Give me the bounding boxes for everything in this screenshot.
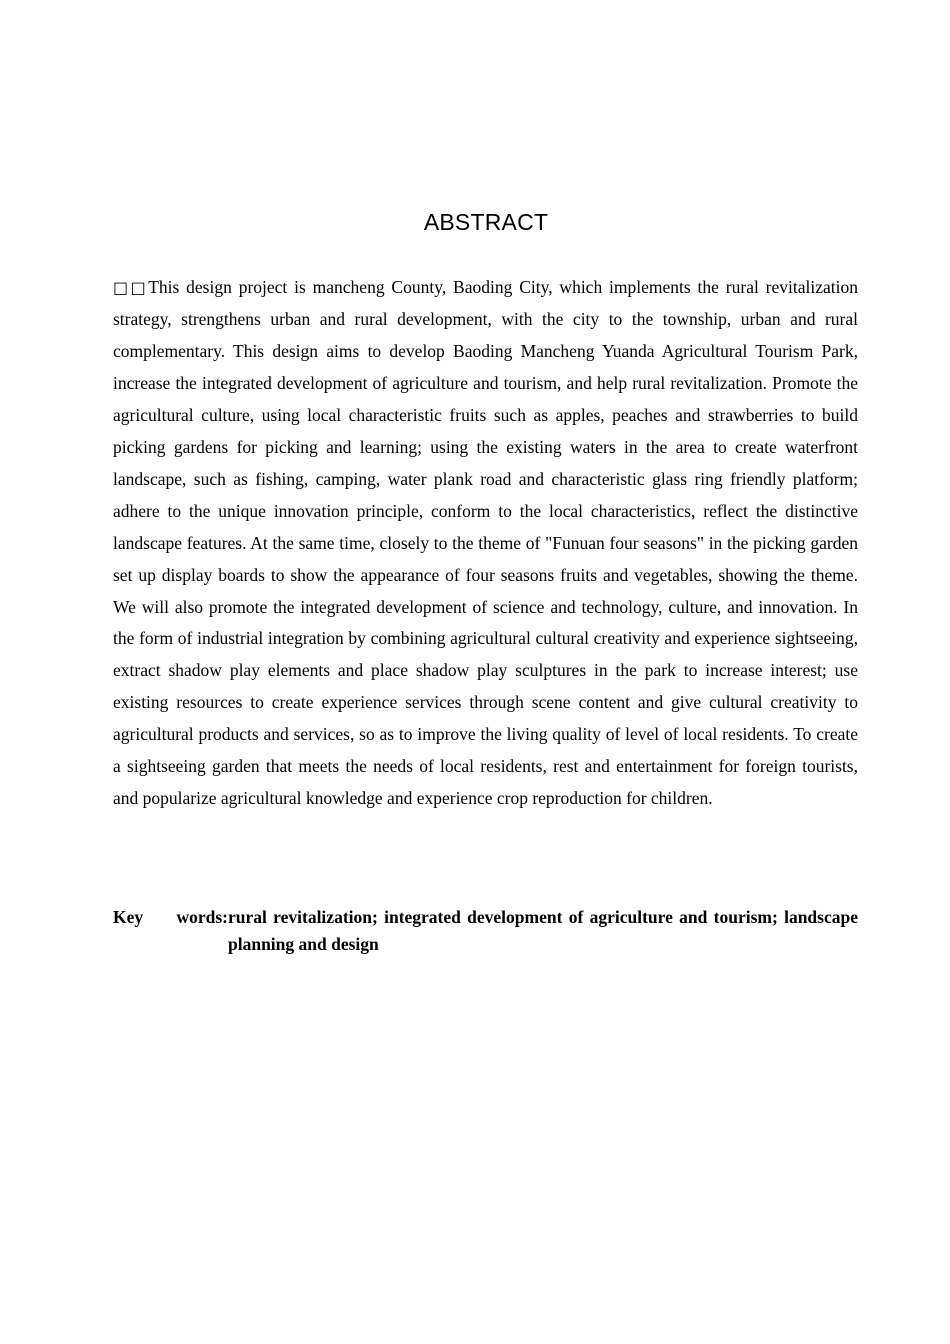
abstract-paragraph <box>113 272 858 815</box>
keywords-label: Key words: <box>113 907 228 927</box>
indent-glyphs: □□ <box>113 278 149 297</box>
keywords-block <box>113 904 858 958</box>
abstract-title: ABSTRACT <box>423 209 549 235</box>
abstract-text: This design project is mancheng County, Baoding City, which implements the rural revitalization strategy, strengthens urban and rural development, with the city to the township, urban and rural complementary. This design aims to develop Baoding Mancheng Yuanda Agricultural Tourism Park, increase the integrated development of agriculture and tourism, and help rural revitalization. Promote the agricultural culture, using local characteristic fruits such as apples, peaches and strawberries to build picking gardens for picking and learning; using the existing waters in the area to create waterfront landscape, such as fishing, camping, water plank road and characteristic glass ring friendly platform; adhere to the unique innovation principle, conform to the local characteristics, reflect the distinctive landscape features. At the same time, closely to the theme of "Funuan four seasons" in the picking garden set up display boards to show the appearance of four seasons fruits and vegetables, showing the theme. We will also promote the integrated development of science and technology, culture, and innovation. In the form of industrial integration by combining agricultural cultural creativity and experience sightseeing, extract shadow play elements and place shadow play sculptures in the park to increase interest; use existing resources to create experience services through scene content and give cultural creativity to agricultural products and services, so as to improve the living quality of level of local residents. To create a sightseeing garden that meets the needs of local residents, rest and entertainment for foreign tourists, and popularize agricultural knowledge and experience crop reproduction for children. <box>113 277 858 809</box>
keywords-text: rural revitalization; integrated development of agriculture and tourism; landscape planning and design <box>228 907 858 954</box>
